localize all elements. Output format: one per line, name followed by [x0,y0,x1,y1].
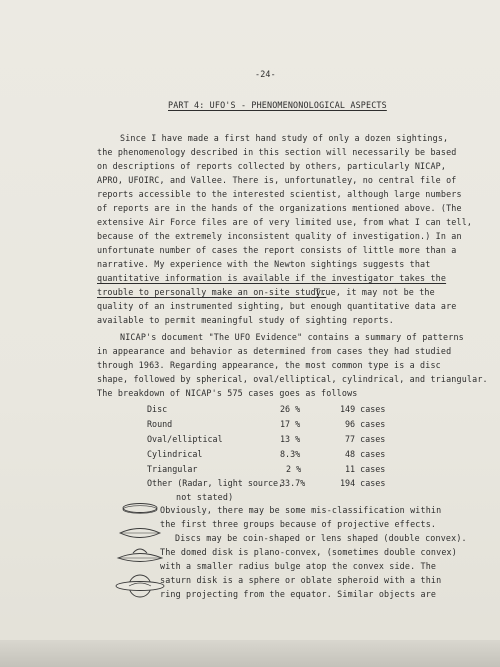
para1-line: the phenomenology described in this section will necessarily be based [97,147,457,157]
percent-cell: 13 % [280,434,301,444]
page-number: -24- [255,69,276,79]
para2-line: The breakdown of NICAP's 575 cases goes as follows [97,388,358,398]
para1-line: True, it may not be the [315,287,435,297]
percent-cell: 8.3% [280,449,301,459]
para1-line: extensive Air Force files are of very limited use, from what I can tell, [97,217,473,227]
percent-cell: 2 % [286,464,302,474]
coin-disc-icon [121,501,159,515]
saturn-disc-icon [114,569,166,603]
para1-line: quality of an instrumented sighting, but enough quantitative data are [97,301,457,311]
para3-line: with a smaller radius bulge atop the convex side. The [160,561,437,571]
para1-line: APRO, UFOIRC, and Vallee. There is, unfortunatley, no central file of [97,175,457,185]
para2-line: in appearance and behavior as determined from cases they had studied [97,346,452,356]
para1-line: available to permit meaningful study of sighting reports. [97,315,394,325]
para2-line: through 1963. Regarding appearance, the most common type is a disc [97,360,441,370]
para1-line: unfortunate number of cases the report consists of little more than a [97,245,457,255]
para3-line: The domed disk is plano-convex, (sometimes double convex) [160,547,457,557]
para1-line: narrative. My experience with the Newton sightings suggests that [97,259,431,269]
para2-line: NICAP's document "The UFO Evidence" contains a summary of patterns [120,332,464,342]
shape-cell: Triangular [147,464,198,474]
para3-line: Obviously, there may be some mis-classification within [160,505,442,515]
cases-cell: 194 cases [340,478,386,488]
para1-line: of reports are in the hands of the organizations mentioned above. (The [97,203,462,213]
lens-disc-icon [118,525,162,541]
para3-line: the first three groups because of projective effects. [160,519,437,529]
percent-cell: 26 % [280,404,301,414]
cases-cell: 48 cases [345,449,386,459]
shape-cell: Disc [147,404,168,414]
shape-cell: Cylindrical [147,449,203,459]
para2-line: shape, followed by spherical, oval/elliptical, cylindrical, and triangular. [97,374,488,384]
para1-line: because of the extremely inconsistent quality of investigation.) In an [97,231,462,241]
para1-underlined-line: quantitative information is available if the investigator takes the [97,273,447,283]
cases-cell: 96 cases [345,419,386,429]
shape-cell: Other (Radar, light source, [147,478,284,488]
percent-cell: 33.7% [280,478,306,488]
para3-line: Discs may be coin-shaped or lens shaped (double convex). [175,533,467,543]
domed-disc-icon [116,544,164,566]
para3-line: ring projecting from the equator. Similar objects are [160,589,437,599]
shape-cell: Oval/elliptical [147,434,223,444]
cases-cell: 11 cases [345,464,386,474]
cases-cell: 77 cases [345,434,386,444]
page-edge-shadow [0,640,500,667]
para1-line: reports accessible to the interested scientist, although large numbers [97,189,462,199]
para1-line: Since I have made a first hand study of only a dozen sightings, [120,133,449,143]
cases-cell: 149 cases [340,404,386,414]
breakdown-note: not stated) [176,492,234,502]
percent-cell: 17 % [280,419,301,429]
shape-cell: Round [147,419,173,429]
para1-underlined-line: trouble to personally make an on-site study. [97,287,327,297]
para1-line: on descriptions of reports collected by others, particularly NICAP, [97,161,447,171]
section-heading: PART 4: UFO'S - PHENOMENONOLOGICAL ASPECTS [168,100,387,110]
para3-line: saturn disk is a sphere or oblate spheroid with a thin [160,575,442,585]
